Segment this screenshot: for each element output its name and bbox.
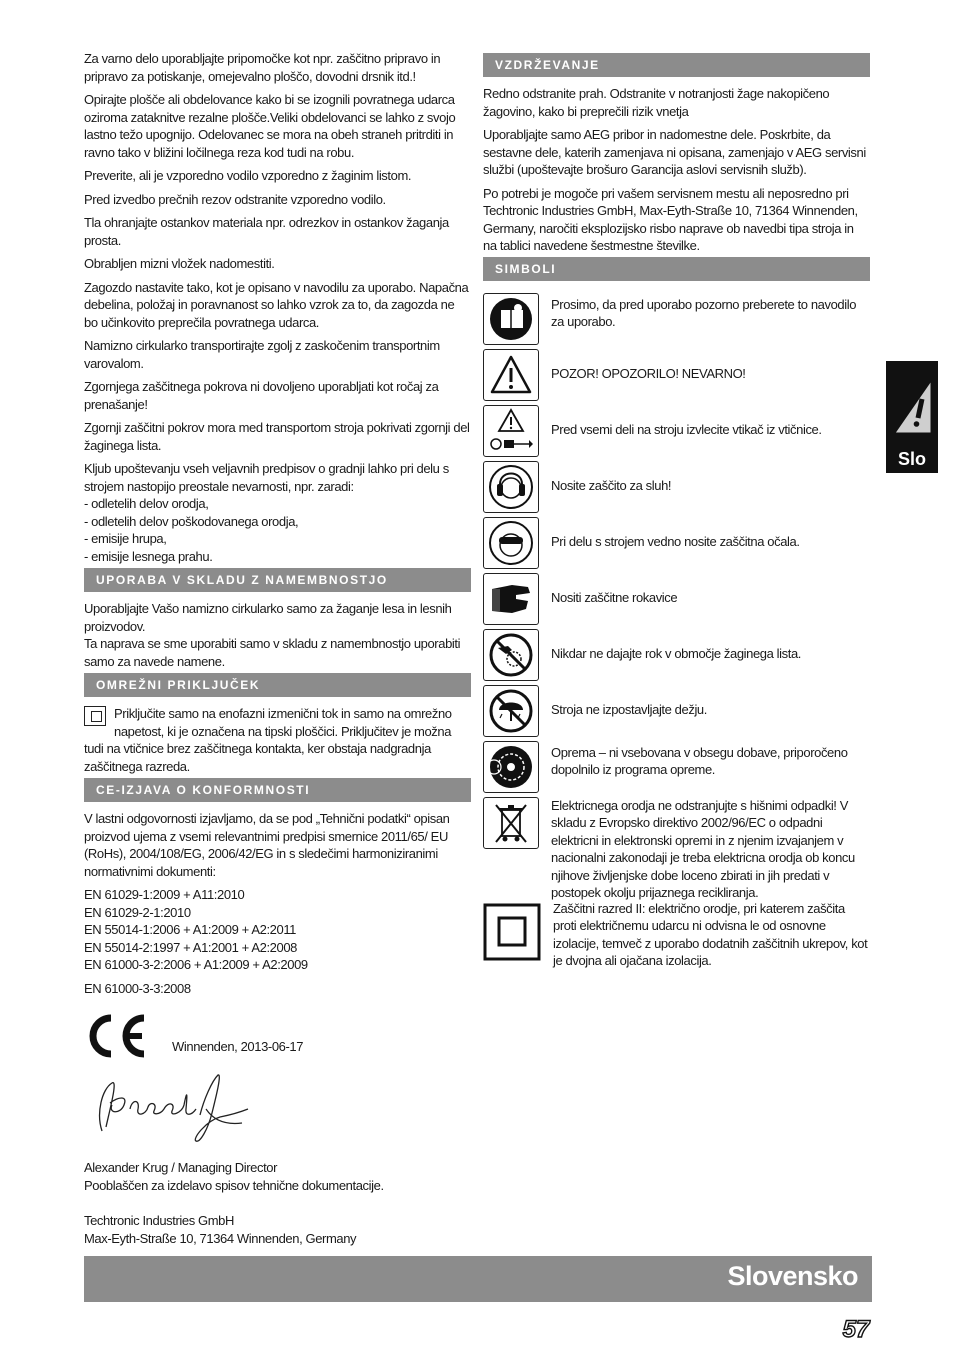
intro-paragraph: Za varno delo uporabljajte pripomočke kot npr. zaščitno pripravo in pripravo za potiskanje, omejevalno ploščo, dovodni drsnik itd.! — [84, 51, 441, 84]
standard-item: EN 55014-2:1997 + A1:2001 + A2:2008 — [84, 939, 297, 955]
place-date: Winnenden, 2013-06-17 — [172, 1038, 304, 1054]
section-heading-maintenance: VZDRŽEVANJE — [483, 53, 870, 77]
intro-paragraph: Obrabljen mizni vložek nadomestiti. — [84, 256, 275, 271]
footer-language-bar — [84, 1256, 872, 1302]
language-side-tab — [886, 361, 938, 473]
maintenance-paragraph: Po potrebi je mogoče pri vašem servisnem mestu ali neposredno pri Techtronic Industries GmbH, Max-Eyth-Straße 10, 71364 Winnenden, Germany, naročiti eksplozijsko risbo naprave ob navedbi tipa stroja in na tablici navedene šestmestne številke. — [483, 185, 858, 253]
maintenance-paragraph: Redno odstranite prah. Odstranite v notranjosti žage nakopičeno žagovino, kako bi preprečili rizik vnetja — [483, 86, 830, 119]
symbol-text: Oprema – ni vsebovana v obsegu dobave, priporočeno dopolnilo iz programa opreme. — [551, 744, 848, 777]
no-rain-icon — [483, 685, 539, 737]
symbol-text: Pred vsemi deli na stroju izvlecite vtikač iz vtičnice. — [551, 421, 822, 437]
ce-declaration-text: V lastni odgovornosti izjavljamo, da se pod „Tehnični podatki“ opisan proizvod ujema z vsemi relevantnimi predpisi smernice 2011/65/ EU (RoHs), 2004/108/EG, 2006/42/EG in s sledečimi harmoniziranimi normativnimi dokumenti: — [84, 811, 450, 879]
list-item: - odletelih delov poškodovanega orodja, — [84, 513, 299, 529]
standards-list — [84, 886, 471, 974]
intro-paragraph: Pred izvedbo prečnih rezov odstranite vzporedno vodilo. — [84, 191, 386, 207]
eye-protection-icon — [483, 517, 539, 569]
authorized-text: Pooblaščen za izdelavo spisov tehnične dokumentacije. — [84, 1177, 384, 1193]
side-tab-label: Slo — [897, 449, 926, 469]
company-address: Max-Eyth-Straße 10, 71364 Winnenden, Germany — [84, 1230, 357, 1246]
intro-paragraph: Namizno cirkularko transportirajte zgolj z zaskočenim transportnim varovalom. — [84, 338, 440, 371]
symbol-row — [483, 349, 870, 405]
signer: Alexander Krug / Managing Director — [84, 1160, 278, 1175]
list-item: - emisije hrupa, — [84, 531, 167, 546]
section-heading-usage: UPORABA V SKLADU Z NAMEMBNOSTJO — [84, 568, 471, 592]
accessory-icon — [483, 741, 539, 793]
section-heading-ce: CE-IZJAVA O KONFORMNOSTI — [84, 778, 471, 802]
symbol-text: Stroja ne izpostavljajte dežju. — [551, 701, 707, 717]
symbol-text: Prosimo, da pred uporabo pozorno preberete to navodilo za uporabo. — [551, 296, 857, 329]
list-item: - emisije lesnega prahu. — [84, 548, 213, 564]
ear-protection-icon — [483, 461, 539, 513]
symbol-row — [483, 741, 870, 797]
class-ii-icon — [483, 903, 541, 963]
class-ii-icon — [84, 706, 106, 726]
intro-paragraph: Tla ohranjajte ostankov materiala npr. odrezkov in ostankov žaganja prosta. — [84, 215, 449, 248]
standard-item: EN 61029-1:2009 + A11:2010 — [84, 887, 245, 902]
residual-risk-block — [84, 460, 471, 565]
intro-paragraph: Zagozdo nastavite tako, kot je opisano v navodilu za uporabo. Napačna debelina, položaj in poravnanost so lahko vzrok za to, da zagozda ne bo učinkovito preprečila povratnega udarca. — [84, 279, 469, 330]
read-manual-icon — [483, 293, 539, 345]
section-heading-mains: OMREŽNI PRIKLJUČEK — [84, 673, 471, 697]
standard-item: EN 61000-3-2:2006 + A1:2009 + A2:2009 — [84, 957, 308, 972]
symbol-row — [483, 685, 870, 741]
symbol-row — [483, 461, 870, 517]
signature-image — [88, 1069, 258, 1147]
symbol-text: Nikdar ne dajajte rok v območje žaginega lista. — [551, 645, 802, 661]
page-number-text: 57 — [842, 1316, 870, 1341]
symbol-row — [483, 900, 870, 1019]
symbol-row — [483, 517, 870, 573]
symbol-list — [483, 293, 870, 1019]
symbol-text: POZOR! OPOZORILO! NEVARNO! — [551, 365, 746, 381]
no-hands-icon — [483, 629, 539, 681]
symbol-row — [483, 405, 870, 461]
weee-bin-icon — [483, 797, 539, 849]
usage-line: Ta naprava se sme uporabiti samo v skladu z namembnostjo uporabiti samo za navede namene. — [84, 636, 461, 669]
usage-line: Uporabljajte Vašo namizno cirkularko samo za žaganje lesa in lesnih proizvodov. — [84, 601, 452, 634]
gloves-icon — [483, 573, 539, 625]
intro-paragraph: Opirajte plošče ali obdelovance kako bi se izognili povratnega udarca oziroma zataknitve rezalne plošče.Veliki obdelovanci se lahko z svojo lastno težo upognijo. Odelovanec se mora na obeh straneh pritrditi in ravno tako v bližini ločilnega reza kod tudi na robu. — [84, 92, 456, 160]
symbol-row — [483, 797, 870, 900]
page-number — [840, 1315, 872, 1341]
symbol-text: Zaščitni razred II: električno orodje, pri katerem zaščita proti električnemu udarcu ni odvisna le od osnovne izolacije, temveč z uporabo dodatnih zaščitnih ukrepov, kot je dvojna ali ojačana izolacija. — [553, 900, 868, 968]
footer-language-title: Slovensko — [727, 1261, 858, 1291]
symbol-text: Pri delu s strojem vedno nosite zaščitna očala. — [551, 533, 800, 549]
intro-paragraph: Preverite, ali je vzporedno vodilo vzporedno z žaginim listom. — [84, 168, 412, 183]
symbol-row — [483, 573, 870, 629]
right-column — [483, 53, 870, 1019]
section-heading-symbols: SIMBOLI — [483, 257, 870, 281]
unplug-icon — [483, 405, 539, 457]
maintenance-paragraph: Uporabljajte samo AEG pribor in nadomestne dele. Poskrbite, da sestavne dele, katerih zamenjava ni opisana, zamenjajo v AEG servisni službi (upoštevajte brošuro Garancija aslovi servisnih služb). — [483, 127, 866, 177]
list-item: - odletelih delov orodja, — [84, 496, 209, 511]
mains-text-block — [84, 705, 471, 775]
standard-item: EN 61029-2-1:2010 — [84, 904, 191, 920]
ce-mark-row — [84, 1013, 471, 1059]
company-name: Techtronic Industries GmbH — [84, 1213, 234, 1228]
mains-text: Priključite samo na enofazni izmenični tok in samo na omrežno napetost, ki je označena na tipski ploščici. Priključitev je možna tudi na vtičnice brez zaščitnega kontakta, ker obstaja nadgradnja zaščitnega razreda. — [84, 706, 452, 774]
symbol-row — [483, 629, 870, 685]
left-column — [84, 50, 471, 1247]
standard-item: EN 61000-3-3:2008 — [84, 980, 191, 996]
symbol-text: Nosite zaščito za sluh! — [551, 477, 672, 493]
warning-icon — [889, 363, 935, 435]
symbol-text: Elektricnega orodja ne odstranjujte s hišnimi odpadki! V skladu z Evropsko direktivo 2002/96/EC o odpadni elektricni in elektronski opremi in z njenim izvajanjem v nacionalni zakonodaji je treba elektricna orodja ob koncu njihove življenjske dobe loceno zbirati in jih predati v postopek okolju prijaznega recikliranja. — [551, 797, 855, 900]
symbol-text: Nositi zaščitne rokavice — [551, 589, 678, 605]
ce-mark-icon — [84, 1013, 148, 1059]
intro-paragraph: Zgornji zaščitni pokrov mora med transportom stroja pokrivati zgornji del žaginega lista. — [84, 420, 470, 453]
warning-icon — [483, 349, 539, 401]
residual-risk-intro: Kljub upoštevanju vseh veljavnih predpisov o gradnji lahko pri delu s strojem nastopijo preostale nevarnosti, npr. zaradi: — [84, 461, 449, 494]
intro-paragraph: Zgornjega zaščitnega pokrova ni dovoljeno uporabljati kot ročaj za prenašanje! — [84, 379, 439, 412]
standard-item: EN 55014-1:2006 + A1:2009 + A2:2011 — [84, 922, 297, 937]
symbol-row — [483, 293, 870, 349]
